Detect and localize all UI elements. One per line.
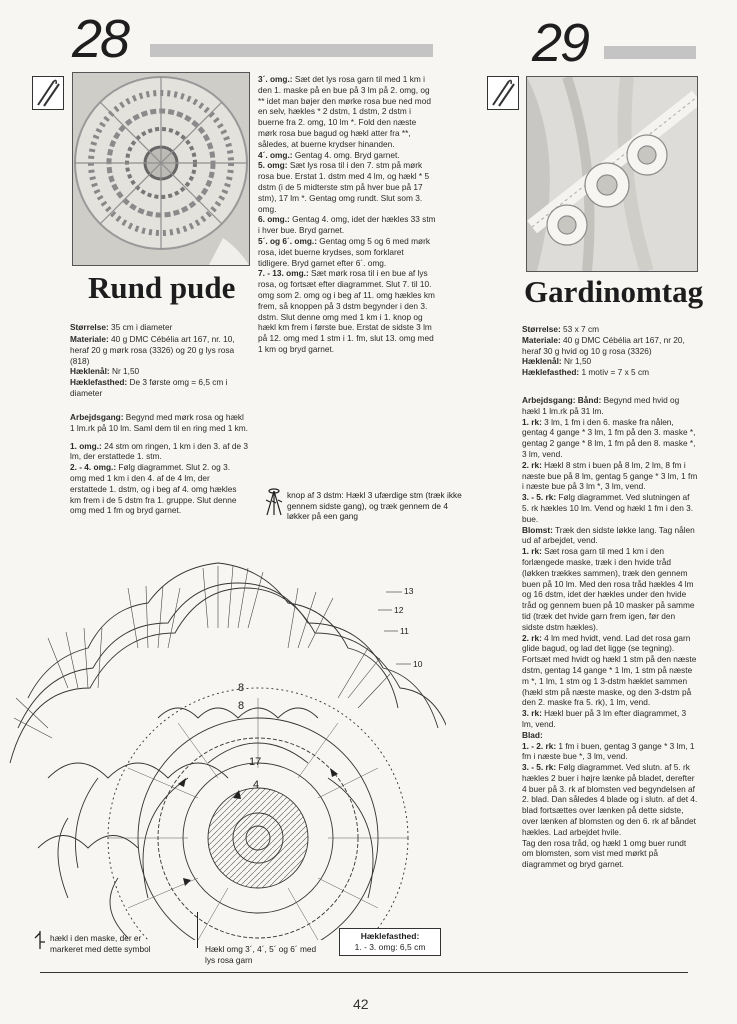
diagram-label-4: 4 — [253, 779, 260, 791]
diagram-label-12: 12 — [394, 605, 404, 615]
diagram-label-11: 11 — [400, 626, 409, 636]
crochet-hook-icon — [487, 76, 519, 110]
gauge-box — [339, 928, 441, 956]
note-light-pink-rounds: Hækl omg 3´, 4´, 5´ og 6´ med lys rosa garn — [205, 944, 317, 965]
cluster-stitch-symbol-icon — [264, 488, 284, 518]
pattern-title-right: Gardinomtag — [524, 274, 704, 309]
diagram-label-8a: 8 — [238, 682, 245, 694]
curtain-tie-photo — [526, 76, 698, 272]
crochet-hook-icon — [32, 76, 64, 110]
left-instructions-col2: 3´. omg.: Sæt det lys rosa garn til med 1 km i den 1. maske på en bue på 3 lm på 2. omg, og ** idet man bøjer den mørke rosa bue ned mod en selv, hækles * 2 dstm, 1 dstm, 2 dstm i buerne fra 2. omg, 10 lm *. Fold den næste mørk rosa bue bagud og hækl atter fra **, således, at buerne krydser hinanden. 4´. omg.: Gentag 4. omg. Bryd garnet. 5. omg: Sæt lys rosa til i den 7. stm på mørk rosa bue. Erstat 1. dstm med 4 lm, og hækl * 5 dstm (i de 5 midterste stm på hver bue på 17 stm), 17 lm *. Gentag omg rundt. Slut som 3. omg. 6. omg.: Gentag 4. omg, idet der hækles 33 stm i hver bue. Bryd garnet. 5´. og 6´. omg.: Gentag omg 5 og 6 med mørk rosa, idet buerne krydses, som forklaret tidligere. Bryd garnet efter 6´. omg. 7. - 13. omg.: Sæt mørk rosa til i en bue af lys rosa, og fortsæt efter diagrammet. Slut 7. til 10. omg som 2. omg og i beg af 11. omg hækles km frem, så knoppen på 3 dstm begynder i den 3. dstm. Slut denne omg med 1 km i 1. knop og hækl km frem i første bue. Erstat de sidste 3 lm på 12. omg med 1 stm i 1. fm, slut 13. omg med 1 km og bryd garnet. — [258, 74, 436, 354]
diagram-label-10: 10 — [413, 659, 423, 669]
header-bar-left — [150, 44, 433, 57]
symbol-note: knop af 3 dstm: Hækl 3 ufærdige stm (træk ikke gennem sidste gang), og træk gennem de 4 løkker på een gang — [287, 490, 462, 521]
gauge-box-text: 1. - 3. omg: 6,5 cm — [354, 942, 426, 952]
mark-symbol-icon — [34, 930, 46, 950]
crochet-diagram — [8, 548, 446, 940]
right-specs-column: Størrelse: 53 x 7 cm Materiale: 40 g DMC Cébélia art 167, nr 20, heraf 30 g hvid og 10 g rosa (3326) Hæklenål: Nr 1,50 Hæklefasthed: 1 motiv = 7 x 5 cm — [522, 324, 685, 378]
header-bar-right — [604, 46, 696, 59]
pattern-title-left: Rund pude — [88, 270, 236, 305]
page-number: 42 — [353, 996, 369, 1012]
note-marked-stitch: hækl i den maske, der er markeret med dette symbol — [50, 933, 151, 954]
right-instructions: Arbejdsgang: Bånd: Begynd med hvid og hækl 1 lm.rk på 31 lm. 1. rk: 3 lm, 1 fm i den 6. maske fra nålen, gentag 4 gange * 3 lm, 1 fm på den 3. maske *, gentag 2 gange * 8 lm, 1 fm på den 8. maske *, 3 lm, vend. 2. rk: Hækl 8 stm i buen på 8 lm, 2 lm, 8 fm i næste bue på 8 lm, gentag 5 gange * 3 lm, 1 fm i næste bue på 3 lm *, 3 lm, vend. 3. - 5. rk: Følg diagrammet. Ved slutningen af 5. rk hækles 10 lm. Vend og hækl 1 fm i den 3. bue. Blomst: Træk den sidste løkke lang. Tag nålen ud af arbejdet, vend. 1. rk: Sæt rosa garn til med 1 km i den forlængede maske, træk i den hvide tråd (løkken trækkes sammen), træk den gennem buen på 10 lm. Med den rosa tråd hækles 4 lm og 16 dstm, idet der hækles under den hvide tråd og gennem buen på 10 masker på samme tid (træk det hvide garn frem igen, før den sidste dstm hækles). 2. rk: 4 lm med hvidt, vend. Lad det rosa garn glide bagud, og lad det ligge (se tegning). Fortsæt med hvidt og hækl 1 stm på den næste dstm, gentag 14 gange * 1 lm, 1 stm på næste m *, 1 lm, 1 stm og 1 3-dstm hæklet sammen (hækl stm på næste maske, og den 3-dstm på den 2. maske fra 5. rk), 1 lm, vend. 3. rk: Hækl buer på 3 lm efter diagrammet, 3 lm, vend. Blad: 1. - 2. rk: 1 fm i buen, gentag 3 gange * 3 lm, 1 fm i næste bue *, 3 lm, vend. 3. - 5. rk: Følg diagrammet. Ved slutn. af 5. rk hækles 2 buer i højre lænke på bladet, derefter 4 buer på 3. rk af blomsten ved begyndelsen af 2. blad. Dan således 4 blade og i slutn. af det 4. blad fortsættes over lænken på dette sidste, over lænken af blomsten og den 6. rk af båndet hækles. Lad arbejdet hvile. Tag den rosa tråd, og hækl 1 omg buer rundt om blomsten, som vist med mørkt på diagrammet og bryd garnet. — [522, 395, 698, 870]
doily-photo — [72, 72, 250, 266]
pattern-number-29: 29 — [532, 13, 589, 73]
note-leader-line — [197, 912, 198, 948]
footer-rule — [40, 972, 688, 973]
left-instructions: Arbejdsgang: Begynd med mørk rosa og hækl 1 lm.rk på 10 lm. Saml dem til en ring med 1 km. 1. omg.: 24 stm om ringen, 1 km i den 3. af de 3 lm, der erstattede 1. stm. 2. - 4. omg.: Følg diagrammet. Slut 2. og 3. omg med 1 km i den 4. af de 4 lm, der erstattede 1. dstm, og i beg af 4. omg hækles km frem i de 5 dstm fra 1. gruppe. Slut denne omg med 1 fm og bryd garnet. — [70, 412, 249, 516]
pattern-number-28: 28 — [72, 9, 129, 69]
diagram-label-8b: 8 — [238, 700, 245, 712]
diagram-label-17: 17 — [249, 756, 262, 768]
spec-size: Størrelse: 35 cm i diameter — [70, 322, 173, 332]
diagram-label-13: 13 — [404, 586, 414, 596]
left-specs-rest: Materiale: 40 g DMC Cébélia art 167, nr. 10, heraf 20 g mørk rosa (3326) og 20 g lys rosa (818) Hæklenål: Nr 1,50 Hæklefasthed: De 3 første omg = 6,5 cm i diameter — [70, 334, 235, 398]
gauge-box-title: Hæklefasthed: — [360, 931, 420, 941]
